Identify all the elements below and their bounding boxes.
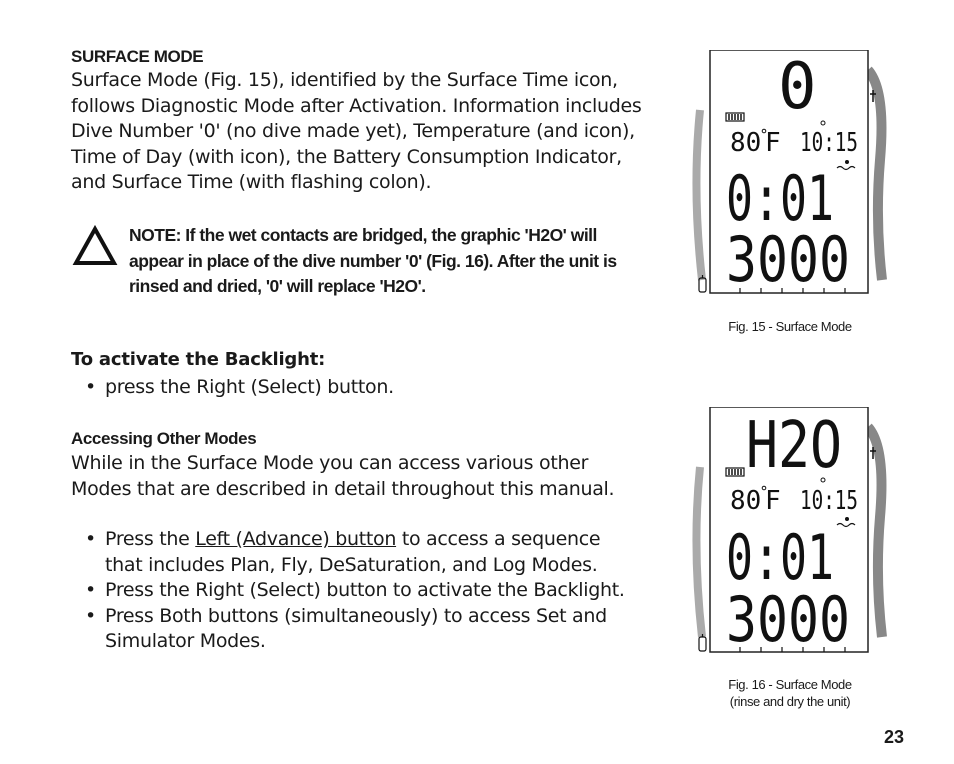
temperature-unit: F <box>765 486 781 516</box>
other-modes-heading: Accessing Other Modes <box>71 429 257 448</box>
list-item-text: Press the <box>105 528 196 550</box>
bottom-value: 3000 <box>726 583 850 656</box>
page-number: 23 <box>884 727 905 747</box>
dive-number: H2O <box>746 409 842 483</box>
backlight-heading: To activate the Backlight: <box>71 349 326 370</box>
figure-16-lcd <box>690 407 890 659</box>
figure-16-caption-line2: (rinse and dry the unit) <box>729 694 851 709</box>
figure-16-caption <box>690 676 890 710</box>
left-advance-button-link[interactable]: Left (Advance) button <box>195 528 397 550</box>
warning-triangle-icon <box>72 225 118 267</box>
surface-mode-paragraph: Surface Mode (Fig. 15), identified by the Surface Time icon, follows Diagnostic Mode after Activation. Information includes Dive Number '0' (no dive made yet), Temperature (and icon), Time of Day (with icon), the Battery Consumption Indicator, and Surface Time (with flashing colon). <box>71 69 642 193</box>
time-of-day: 10:15 <box>800 486 858 516</box>
list-item: • Press the Right (Select) button to activate the Backlight. <box>71 578 643 604</box>
list-item-text: to access a sequence that includes Plan, Fly, DeSaturation, and Log Modes. <box>105 528 601 576</box>
note-text: NOTE: If the wet contacts are bridged, the graphic 'H2O' will appear in place of the dive number '0' (Fig. 16). After the unit is rinsed and dried, '0' will replace 'H2O'. <box>129 225 617 296</box>
surface-mode-heading: SURFACE MODE <box>71 47 204 66</box>
other-modes-paragraph: While in the Surface Mode you can access various other Modes that are described in detail throughout this manual. <box>71 452 615 500</box>
tank-icon <box>699 275 706 292</box>
backlight-list <box>71 375 643 401</box>
time-of-day: 10:15 <box>800 128 858 158</box>
list-item: • Press Both buttons (simultaneously) to access Set and Simulator Modes. <box>71 604 643 655</box>
bottom-value: 3000 <box>726 223 850 296</box>
surface-time: 0:01 <box>726 162 834 235</box>
temperature: 80 <box>730 486 762 516</box>
figure-15-caption: Fig. 15 - Surface Mode <box>728 319 852 334</box>
other-modes-list <box>71 527 643 655</box>
temperature: 80 <box>730 128 762 158</box>
tank-icon <box>699 634 706 651</box>
dive-number: 0 <box>778 50 817 124</box>
list-item <box>71 527 643 578</box>
battery-icon <box>726 113 744 121</box>
figure-15-lcd <box>690 50 890 300</box>
list-item: • press the Right (Select) button. <box>71 375 643 401</box>
surface-time: 0:01 <box>726 521 834 594</box>
temperature-unit: F <box>765 128 781 158</box>
battery-icon <box>726 468 744 476</box>
figure-16-caption-line1: Fig. 16 - Surface Mode <box>728 677 852 692</box>
